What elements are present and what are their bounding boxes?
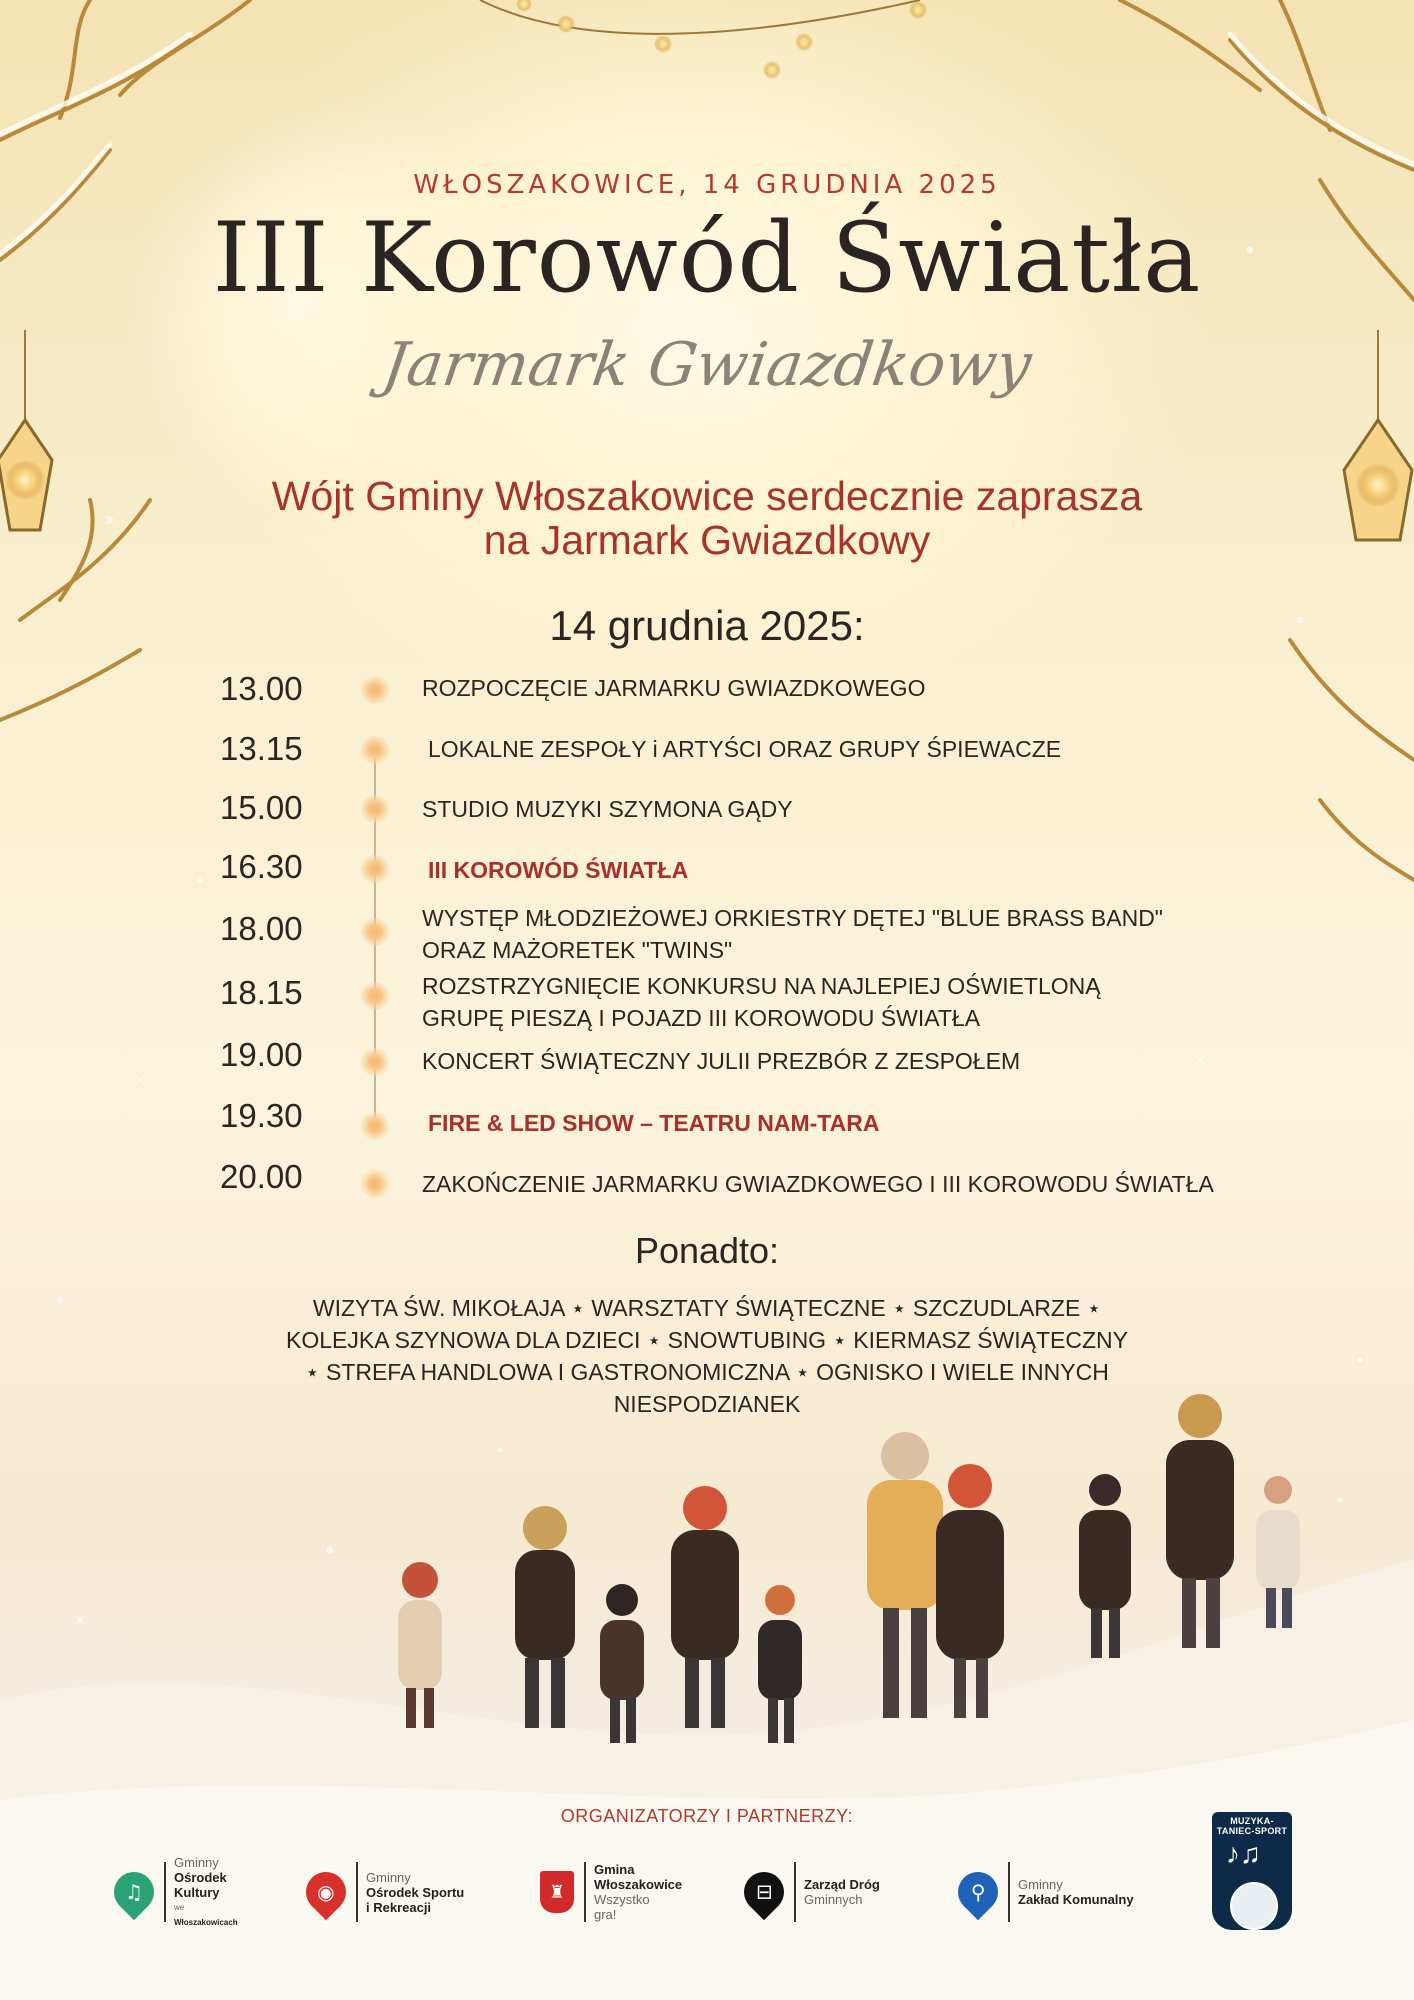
invitation-line-1: Wójt Gminy Włoszakowice serdecznie zaprasza: [271, 473, 1143, 519]
schedule-event-highlight: III KOROWÓD ŚWIATŁA: [428, 857, 689, 883]
extras-line: WIZYTA ŚW. MIKOŁAJA ⋆ WARSZTATY ŚWIĄTECZNE ⋆ SZCZUDLARZE ⋆: [312, 1295, 1102, 1321]
extras-line: ⋆ STREFA HANDLOWA I GASTRONOMICZNA ⋆ OGNISKO I WIELE INNYCH: [305, 1359, 1109, 1385]
logo-muzyka-taniec-sport: MUZYKA-TANIEC-SPORT ♪♫: [1212, 1812, 1292, 1930]
schedule-event-line-2: GRUPĘ PIESZĄ I POJAZD III KOROWODU ŚWIATŁA: [422, 1005, 981, 1031]
timeline-dot: [361, 982, 389, 1010]
schedule-event-line-1: WYSTĘP MŁODZIEŻOWEJ ORKIESTRY DĘTEJ "BLUE BRASS BAND": [422, 905, 1163, 931]
sport-icon: ◉: [298, 1864, 355, 1921]
schedule-event-line-2: ORAZ MAŻORETEK "TWINS": [422, 937, 733, 963]
schedule-time: 19.30: [220, 1097, 303, 1134]
logo-gosir: ◉ Gminny Ośrodek Sportu i Rekreacji: [306, 1852, 464, 1932]
schedule-event: ZAKOŃCZENIE JARMARKU GWIAZDKOWEGO I III KOROWODU ŚWIATŁA: [422, 1171, 1214, 1197]
logo-zdg: ⊟ Zarząd Dróg Gminnych: [744, 1852, 880, 1932]
timeline-dot: [361, 1112, 389, 1140]
road-icon: ⊟: [736, 1864, 793, 1921]
timeline-dot: [361, 1048, 389, 1076]
schedule-event: STUDIO MUZYKI SZYMONA GĄDY: [422, 796, 793, 822]
invitation: [0, 474, 1414, 562]
coat-of-arms-icon: ♜: [540, 1871, 574, 1913]
globe-icon: [1230, 1882, 1278, 1930]
schedule-time: 19.00: [220, 1036, 303, 1073]
timeline-dot: [361, 855, 389, 883]
timeline-dot: [361, 1170, 389, 1198]
extras-line: NIESPODZIANEK: [613, 1391, 801, 1417]
schedule-time: 13.00: [220, 670, 303, 707]
timeline-dot: [361, 736, 389, 764]
schedule-event: KONCERT ŚWIĄTECZNY JULII PREZBÓR Z ZESPOŁEM: [422, 1048, 1021, 1074]
logo-gok: ♫ Gminny Ośrodek Kultury we Włoszakowicach: [114, 1852, 238, 1932]
logo-gmina: ♜ Gmina Włoszakowice Wszystko gra!: [540, 1852, 682, 1932]
schedule-time: 16.30: [220, 848, 303, 885]
schedule-event-highlight: FIRE & LED SHOW – TEATRU NAM-TARA: [428, 1110, 880, 1136]
schedule-time: 15.00: [220, 789, 303, 826]
schedule-event: [422, 902, 1322, 966]
schedule-event-line-1: ROZSTRZYGNIĘCIE KONKURSU NA NAJLEPIEJ OŚWIETLONĄ: [422, 973, 1101, 999]
extras-list: [247, 1292, 1167, 1420]
extras-line: KOLEJKA SZYNOWA DLA DZIECI ⋆ SNOWTUBING ⋆ KIERMASZ ŚWIĄTECZNY: [285, 1327, 1128, 1353]
place-date: WŁOSZAKOWICE, 14 GRUDNIA 2025: [413, 170, 1001, 200]
water-tap-icon: ⚲: [950, 1864, 1007, 1921]
schedule-event: ROZPOCZĘCIE JARMARKU GWIAZDKOWEGO: [422, 675, 926, 701]
timeline-dot: [361, 918, 389, 946]
schedule-time: 18.15: [220, 974, 303, 1011]
subtitle: Jarmark Gwiazdkowy: [378, 330, 1036, 400]
page-title: III Korowód Światła: [212, 202, 1202, 314]
schedule-date: 14 grudnia 2025:: [549, 602, 865, 649]
music-note-icon: ♫: [106, 1864, 163, 1921]
logo-gzk: ⚲ Gminny Zakład Komunalny: [958, 1852, 1134, 1932]
timeline-dot: [361, 676, 389, 704]
dancers-icon: ♪♫: [1226, 1838, 1261, 1869]
timeline-dot: [361, 795, 389, 823]
extras-heading: Ponadto:: [634, 1230, 780, 1271]
schedule-time: 13.15: [220, 730, 303, 767]
schedule-time: 18.00: [220, 910, 303, 947]
schedule-time: 20.00: [220, 1158, 303, 1195]
schedule-event: LOKALNE ZESPOŁY i ARTYŚCI ORAZ GRUPY ŚPIEWACZE: [428, 736, 1062, 762]
invitation-line-2: na Jarmark Gwiazdkowy: [483, 517, 931, 563]
schedule-event: [422, 970, 1322, 1034]
partners-heading: ORGANIZATORZY I PARTNERZY:: [560, 1806, 854, 1826]
